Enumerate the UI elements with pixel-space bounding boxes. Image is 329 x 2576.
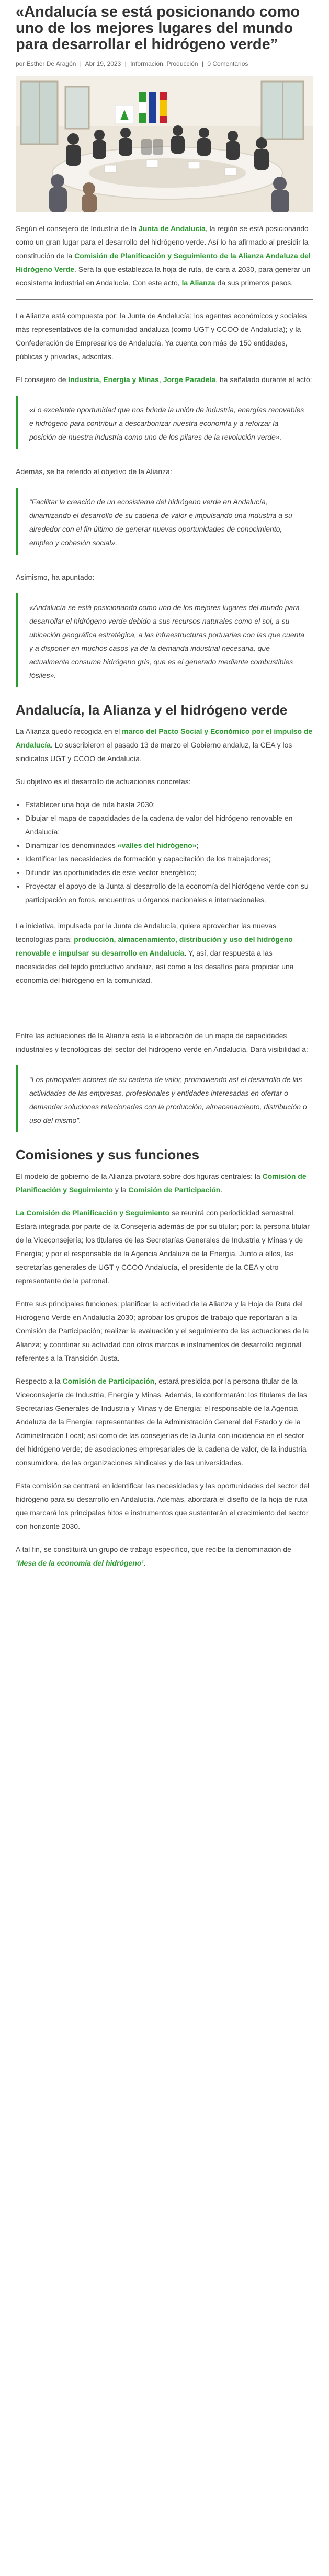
planificacion-paragraph: La Comisión de Planificación y Seguimiento se reunirá con periodicidad semestral. Estará integrada por parte de la Consejería además de por su titular; por: la persona titular de la Viceconsejería; los titulares de las Secretarías Generales de Industria y Minas y de Energía; y por el responsable de la Agencia Andaluza de la Energía. Junto a ellos, las secretarías generales de UGT y CCOO Andalucía, el presidente de la CEA y otro representante de la patronal. [16, 1209, 310, 1285]
list-item-valles: • Dinamizar los denominados «valles del hidrógeno»; [25, 838, 313, 852]
participacion-paragraph: Respecto a la Comisión de Participación, estará presidida por la persona titular de la Viceconsejería de Industria, Energía y Minas. Además, la conformarán: los titulares de las Secretarías Generales de Industria y Minas y de Energía; el responsable de la Agencia Andaluza de la Energía; representantes de la Administración General del Estado y de la Administración Local; así como de las consejerías de la Junta con incidencia en el sector del hidrógeno verde; de asociaciones empresariales de la cadena de valor, de la industria consumidora, de las organizaciones sindicales y de las universidades. [16, 1377, 307, 1467]
initiative-paragraph: La iniciativa, impulsada por la Junta de Andalucía, quiere aprovechar las nuevas tecnologías para: producción, almacenamiento, distribución y uso del hidrógeno renovable e impulsar su desarrollo en Andalucía. Y, así, dar respuesta a las necesidades del tejido productivo andaluz, así como a los desafíos para propiciar una economía del hidrógeno en la comunidad. [16, 922, 294, 984]
section-heading-comisiones: Comisiones y sus funciones [16, 1147, 200, 1163]
comision-planificacion-label: La Comisión de Planificación y Seguimiento [16, 1209, 170, 1217]
link-comision-planificacion[interactable]: Comisión de Planificación y Seguimiento de la Alianza Andaluza del Hidrógeno Verde [16, 251, 311, 273]
article-title: «Andalucía se está posicionando como uno de los mejores lugares del mundo para desarrollar el hidrógeno verde” [16, 4, 300, 53]
category-link-informacion[interactable]: Información [130, 60, 163, 67]
pacto-paragraph: La Alianza quedó recogida en el marco del Pacto Social y Económico por el impulso de Andalucía. Lo suscribieron el pasado 13 de marzo el Gobierno andaluz, la CEA y los sindicatos UGT y CCOO de Andalucía. [16, 727, 313, 763]
list-item: • Establecer una hoja de ruta hasta 2030; [25, 798, 313, 811]
post-date: Abr 19, 2023 [85, 60, 121, 67]
list-item: • Identificar las necesidades de formación y capacitación de los trabajadores; [25, 852, 313, 866]
link-comision-planificacion-2[interactable]: Comisión de Planificación y Seguimiento [16, 1172, 307, 1194]
comments-link[interactable]: 0 Comentarios [207, 60, 248, 67]
composition-paragraph: La Alianza está compuesta por: la Junta de Andalucía; los agentes económicos y sociales más representativos de la comunidad andaluza (como UGT y CCOO de Andalucía); y la Confederación de Empresarios de Andalucía. Ya cuenta con más de 150 entidades, públicas y privadas, adscritas. [16, 312, 307, 361]
list-item: • Difundir las oportunidades de este vector energético; [25, 866, 313, 879]
link-pacto-social[interactable]: marco del Pacto Social y Económico por el impulso de Andalucía [16, 727, 313, 749]
quote-1: «Lo excelente oportunidad que nos brinda la unión de industria, energías renovables e hidrógeno para contribuir a descarbonizar nuestra economía y a reforzar la posición de nuestra industria como uno de los pilares de la revolución verde». [16, 396, 313, 449]
consejero-paragraph: El consejero de Industria, Energía y Minas, Jorge Paradela, ha señalado durante el acto: [16, 375, 312, 384]
link-junta-andalucia[interactable]: Junta de Andalucía [139, 224, 206, 233]
necesidades-paragraph: Esta comisión se centrará en identificar las necesidades y las oportunidades del sector del hidrógeno para su desarrollo en Andalucía. Además, abordará el diseño de la hoja de ruta que marcará los principales hitos e instrumentos que sustentarán el crecimiento del sector con horizonte 2030. [16, 1481, 310, 1531]
hero-image [16, 76, 313, 212]
modelo-paragraph: El modelo de gobierno de la Alianza pivotará sobre dos figuras centrales: la Comisión de Planificación y Seguimiento y la Comisión de Participación. [16, 1172, 307, 1194]
quote-3: «Andalucía se está posicionando como uno de los mejores lugares del mundo para desarrollar el hidrógeno verde debido a sus recursos naturales como el sol, a su ubicación geográfica estratégica, a las infraestructuras portuarias con las que cuenta y a disponer en muchos casos ya de la demanda industrial necesaria, que actualmente consume hidrógeno gris, que es el generado mediante combustibles fósiles». [16, 593, 313, 687]
link-jorge-paradela[interactable]: Jorge Paradela [163, 375, 216, 384]
author-link[interactable]: Esther De Aragón [26, 60, 76, 67]
post-meta: por Esther De Aragón | Abr 19, 2023 | Información, Producción | 0 Comentarios [16, 60, 248, 67]
quote-2: “Facilitar la creación de un ecosistema del hidrógeno verde en Andalucía, dinamizando el desarrollo de su cadena de valor e impulsando una industria a su alrededor con el fin último de generar nuevas oportunidades de conocimiento, empleo y cohesión social». [16, 488, 313, 555]
link-comision-participacion[interactable]: Comisión de Participación [128, 1186, 221, 1194]
link-valles-hidrogeno[interactable]: «valles del hidrógeno» [117, 841, 197, 849]
list-item: • Proyectar el apoyo de la Junta al desarrollo de la economía del hidrógeno verde con su participación en foros, encuentros u órganos nacionales e internacionales. [25, 879, 313, 906]
mapa-paragraph: Entre las actuaciones de la Alianza está la elaboración de un mapa de capacidades industriales y tecnológicas del sector del hidrógeno verde en Andalucía. Dará visibilidad a: [16, 1031, 308, 1053]
mesa-economia-label: ‘Mesa de la economía del hidrógeno’ [16, 1559, 144, 1567]
list-item: • Dibujar el mapa de capacidades de la cadena de valor del hidrógeno renovable en Andalucía; [25, 811, 313, 838]
funciones-paragraph: Entre sus principales funciones: planificar la actividad de la Alianza y la Hoja de Ruta del Hidrógeno Verde en Andalucía 2030; aprobar los grupos de trabajo que reportarán a la Comisión de Participación; realizar la evaluación y el seguimiento de las actuaciones de la Alianza; y coordinar su actividad con otros marcos e instrumentos de desarrollo regional referentes a la Transición Justa. [16, 1300, 309, 1362]
link-la-alianza[interactable]: la Alianza [181, 279, 215, 287]
actions-list [16, 798, 313, 906]
category-link-produccion[interactable]: Producción [166, 60, 198, 67]
section-heading-alianza: Andalucía, la Alianza y el hidrógeno verde [16, 702, 288, 718]
asimismo-text: Asimismo, ha apuntado: [16, 573, 95, 581]
objective-intro: Además, se ha referido al objetivo de la Alianza: [16, 467, 172, 476]
link-produccion-almacenamiento[interactable]: producción, almacenamiento, distribución y uso del hidrógeno renovable e impulsar su desarrollo en Andalucía [16, 935, 293, 957]
link-industria-energia-minas[interactable]: Industria, Energía y Minas [68, 375, 159, 384]
comision-participacion-label: Comisión de Participación [62, 1377, 155, 1385]
actions-intro: Su objetivo es el desarrollo de actuaciones concretas: [16, 777, 191, 786]
quote-4: “Los principales actores de su cadena de valor, promoviendo así el desarrollo de las actividades de las empresas, profesionales y entidades interesadas en ofertar o demandar soluciones relacionadas con la producción, almacenamiento, distribución o uso del mismo”. [16, 1065, 313, 1132]
mesa-paragraph: A tal fin, se constituirá un grupo de trabajo específico, que recibe la denominación de ‘Mesa de la economía del hidrógeno’. [16, 1545, 291, 1567]
intro-paragraph: Según el consejero de Industria de la Junta de Andalucía, la región se está posicionando como un gran lugar para el desarrollo del hidrógeno verde. Así lo ha afirmado al presidir la constitución de la Comisión de Planificación y Seguimiento de la Alianza Andaluza del Hidrógeno Verde. Será la que establezca la hoja de ruta, de cara a 2030, para generar un ecosistema industrial en Andalucía. Con este acto, la Alianza da sus primeros pasos. [16, 224, 311, 287]
divider [16, 299, 313, 300]
